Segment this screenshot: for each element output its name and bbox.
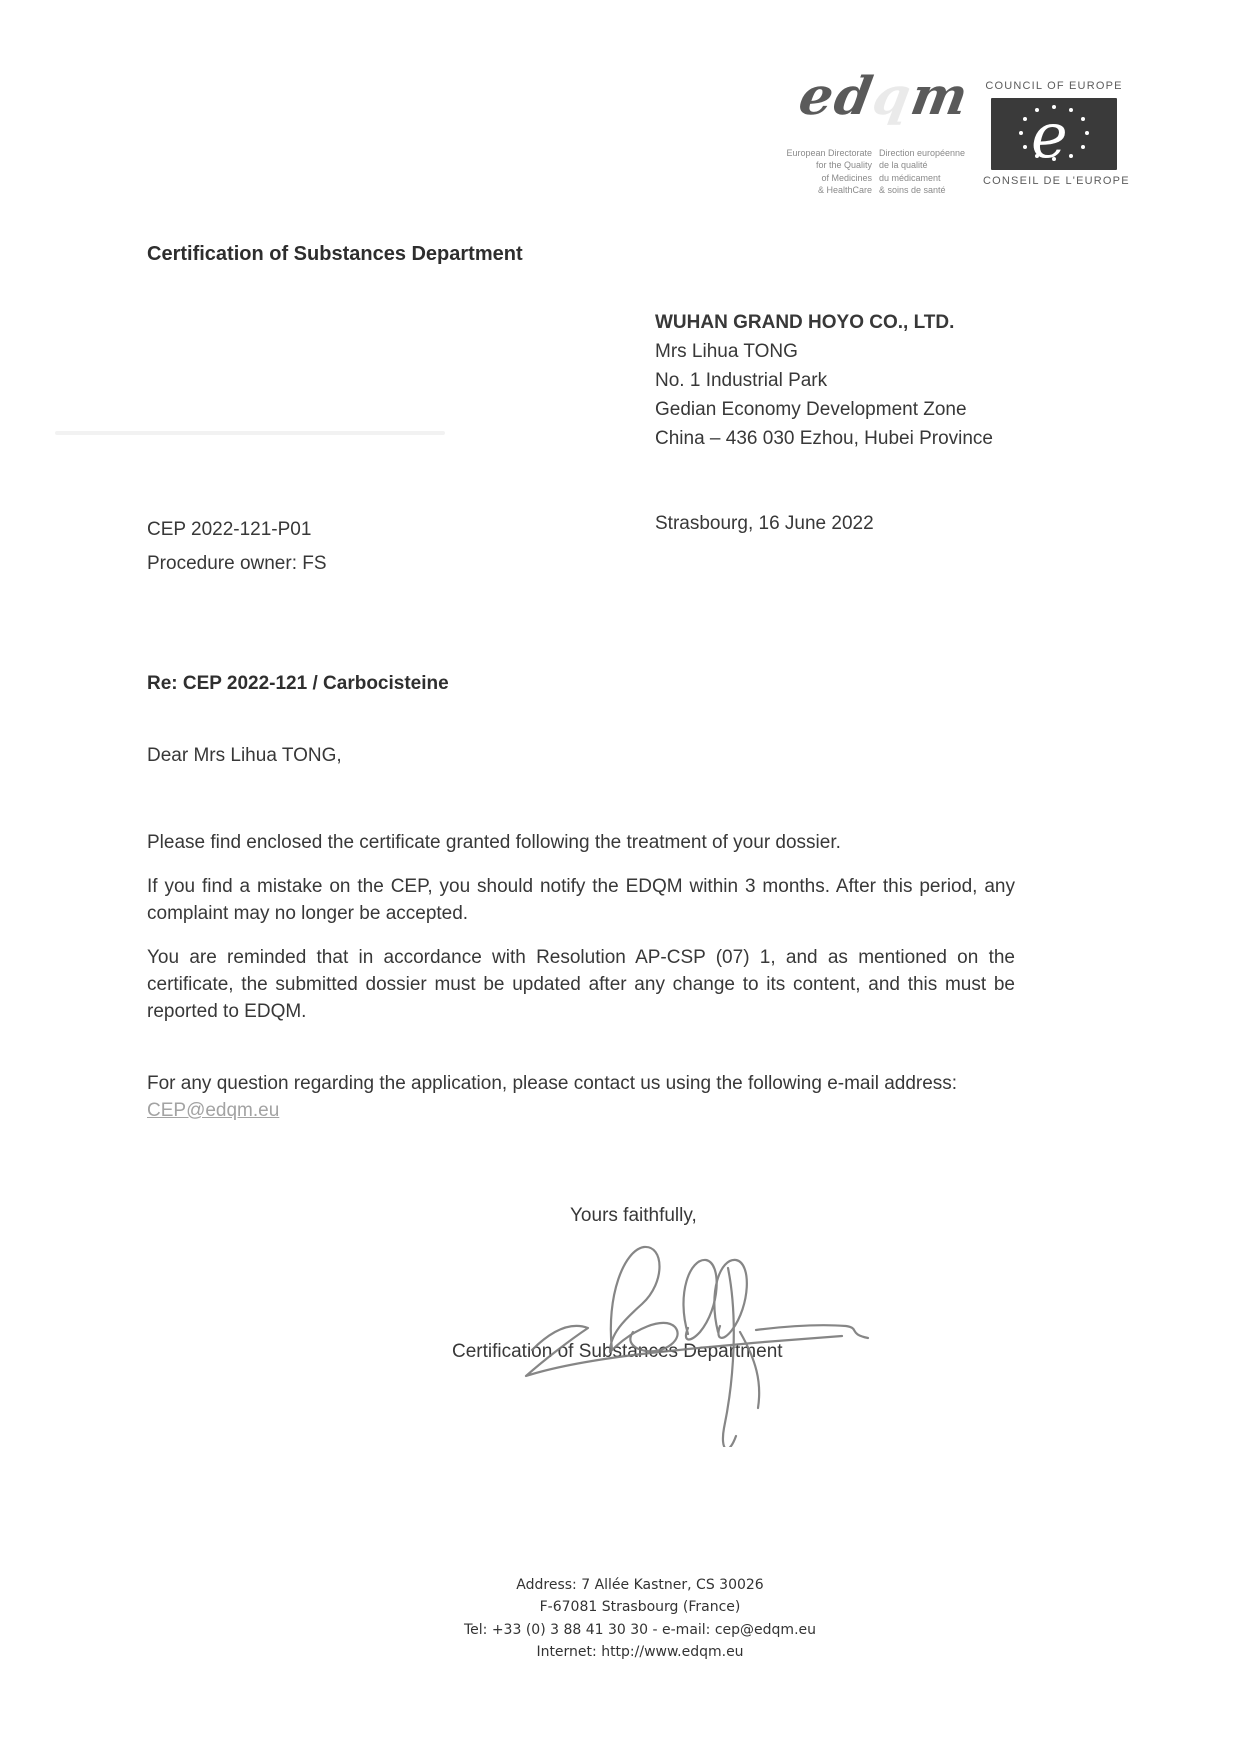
tagline-line: of Medicines — [821, 172, 872, 183]
recipient-contact: Mrs Lihua TONG — [655, 341, 798, 362]
edqm-tagline — [786, 147, 965, 197]
reference-block — [147, 513, 327, 581]
footer-line: Tel: +33 (0) 3 88 41 30 30 - e-mail: cep@edqm.eu — [463, 1621, 817, 1638]
signer-department: Certification of Substances Department — [452, 1341, 783, 1362]
footer-line: F-67081 Strasbourg (France) — [539, 1599, 741, 1616]
closing-phrase: Yours faithfully, — [570, 1205, 697, 1226]
body-paragraph: Please find enclosed the certificate granted following the treatment of your dossier. — [147, 832, 841, 853]
recipient-address-line: No. 1 Industrial Park — [655, 370, 828, 391]
svg-text:e: e — [1031, 99, 1068, 170]
tagline-line: for the Quality — [815, 160, 872, 171]
body-paragraph — [147, 1070, 1015, 1124]
tagline-line: European Directorate — [786, 148, 872, 158]
recipient-address-line: China – 436 030 Ezhou, Hubei Province — [655, 428, 994, 449]
council-of-europe-emblem — [991, 98, 1117, 170]
council-of-europe-label-en: COUNCIL OF EUROPE — [985, 80, 1123, 92]
footer-address-block — [240, 1574, 1040, 1664]
signature-scribble — [512, 1232, 872, 1447]
cep-email-link[interactable]: CEP@edqm.eu — [147, 1100, 280, 1121]
email-intro-text: For any question regarding the application, please contact us using the following e-mail address: — [147, 1073, 958, 1094]
edqm-tagline-french — [879, 147, 965, 197]
edqm-logo — [795, 66, 975, 127]
procedure-owner: Procedure owner: FS — [147, 553, 327, 574]
edqm-logo-text-left: ed — [794, 66, 879, 127]
edqm-tagline-english — [786, 147, 872, 197]
edqm-logo-text-q: q — [868, 66, 918, 127]
scan-artifact — [55, 431, 445, 435]
salutation: Dear Mrs Lihua TONG, — [147, 745, 342, 766]
tagline-line: Direction européenne — [879, 148, 966, 158]
subject-line: Re: CEP 2022-121 / Carbocisteine — [147, 673, 449, 694]
recipient-address-line: Gedian Economy Development Zone — [655, 399, 967, 420]
edqm-logo-text-right: m — [906, 66, 975, 127]
department-heading: Certification of Substances Department — [147, 243, 523, 265]
cep-reference: CEP 2022-121-P01 — [147, 519, 312, 540]
tagline-line: & soins de santé — [879, 185, 946, 196]
tagline-line: & HealthCare — [817, 185, 872, 196]
footer-line: Internet: http://www.edqm.eu — [536, 1644, 744, 1661]
recipient-company: WUHAN GRAND HOYO CO., LTD. — [655, 312, 955, 333]
body-paragraph: You are reminded that in accordance with Resolution AP-CSP (07) 1, and as mentioned on the certificate, the submitted dossier must be updated after any change to its content, and this must be reported to EDQM. — [147, 947, 1015, 1022]
recipient-address-block — [655, 308, 993, 453]
footer-line: Address: 7 Allée Kastner, CS 30026 — [516, 1577, 764, 1593]
place-and-date: Strasbourg, 16 June 2022 — [655, 513, 874, 534]
council-of-europe-logo — [983, 80, 1130, 187]
tagline-line: de la qualité — [879, 160, 928, 171]
tagline-line: du médicament — [879, 172, 941, 183]
council-of-europe-label-fr: CONSEIL DE L'EUROPE — [983, 175, 1130, 187]
body-paragraph: If you find a mistake on the CEP, you should notify the EDQM within 3 months. After this period, any complaint may no longer be accepted. — [147, 876, 1015, 924]
europe-stars-e-icon — [991, 98, 1117, 170]
